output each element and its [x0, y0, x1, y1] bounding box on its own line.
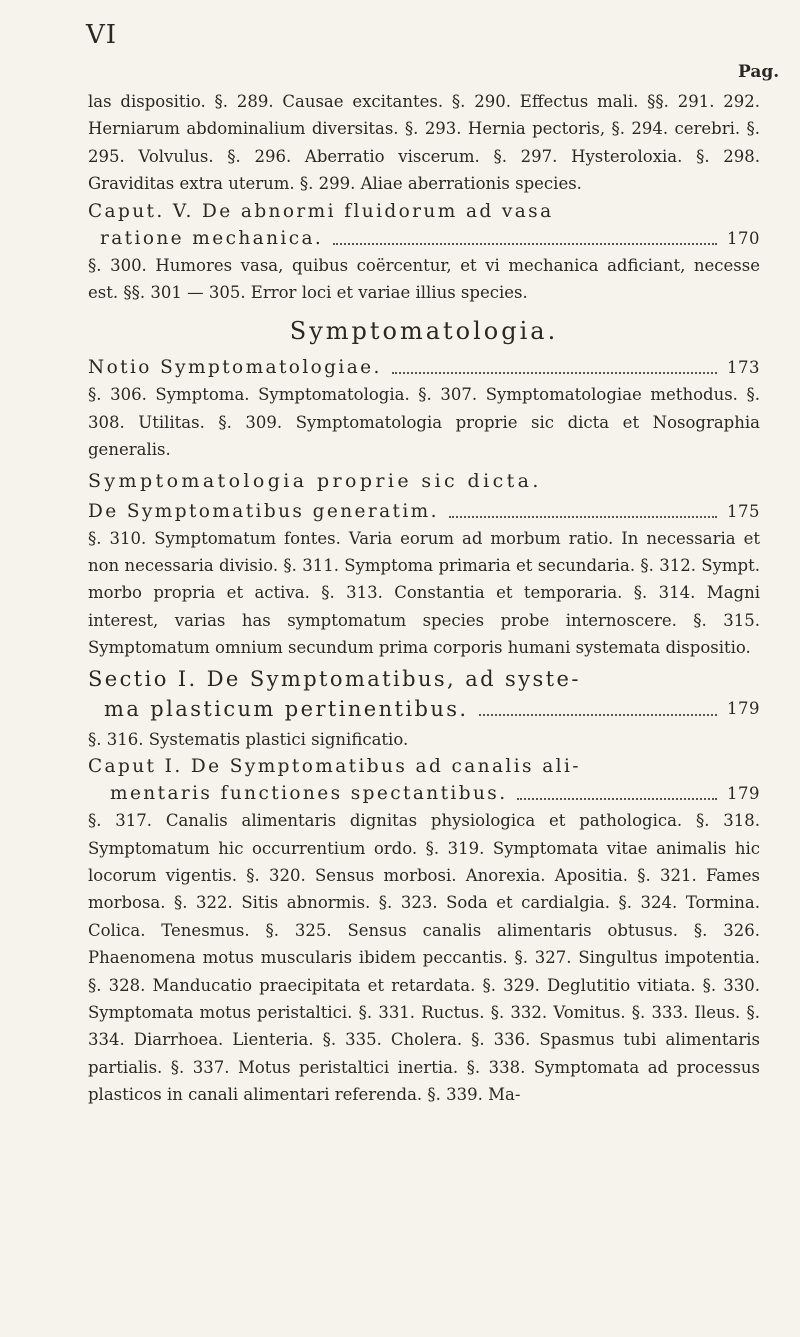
toc-heading-caput-v: [88, 198, 760, 252]
toc-paragraph-humores: §. 300. Humores vasa, quibus coërcentur, et vi mechanica adficiant, necesse est. §§. 301 — 305. Error loci et variae illius species.: [88, 255, 760, 303]
sectio-i-title-line2: ma plasticum pertinentibus.: [104, 696, 469, 721]
toc-paragraph-fontes: §. 310. Symptomatum fontes. Varia eorum ad morbum ratio. In necessaria et non necessaria divisio. §. 311. Symptoma primaria et secundaria. §. 312. Sympt. morbo propria et activa. §. 313. Constantia et temporaria. §. 314. Magni interest, varias has symptomatum species probe internoscere. §. 315. Symptomatum omnium secundum prima corporis humani systemata dispositio.: [88, 528, 760, 658]
toc-heading-sectio-i: [88, 664, 760, 724]
dot-leader: [392, 372, 717, 374]
toc-paragraph-canalis: §. 317. Canalis alimentaris dignitas physiologica et pathologica. §. 318. Symptomatum hic occurrentium ordo. §. 319. Symptomata vitae animalis hic locorum vigentis. §. 320. Sensus morbosi. Anorexia. Apositia. §. 321. Fames morbosa. §. 322. Sitis abnormis. §. 323. Soda et cardialgia. §. 324. Tormina. Colica. Tenesmus. §. 325. Sensus canalis alimentaris obtusus. §. 326. Phaenomena motus muscularis ibidem peccantis. §. 327. Singultus impotentia. §. 328. Manducatio praecipitata et retardata. §. 329. Deglutitio vitiata. §. 330. Symptomata motus peristaltici. §. 331. Ructus. §. 332. Vomitus. §. 333. Ileus. §. 334. Diarrhoea. Lienteria. §. 335. Cholera. §. 336. Spasmus tubi alimentaris partialis. §. 337. Motus peristaltici inertia. §. 338. Symptomata ad processus plasticos in canali alimentari referenda. §. 339. Ma-: [88, 811, 760, 1105]
page-folio: VI: [86, 20, 118, 50]
page-column-label: Pag.: [738, 62, 780, 82]
de-symptomatibus-title: De Symptomatibus generatim.: [88, 500, 439, 522]
sectio-i-title-line1: Sectio I. De Symptomatibus, ad syste-: [88, 666, 581, 691]
caput-v-title-line2: ratione mechanica.: [100, 227, 324, 249]
toc-heading-caput-i: [88, 753, 760, 807]
toc-heading-notio: [88, 354, 760, 381]
caput-v-page-number: 170: [727, 228, 760, 248]
caput-i-title-line2: mentaris functiones spectantibus.: [110, 783, 508, 805]
de-symptomatibus-page-number: 175: [727, 501, 760, 521]
toc-paragraph-systematis: §. 316. Systematis plastici significatio.: [88, 729, 409, 749]
notio-title: Notio Symptomatologiae.: [88, 357, 382, 379]
dot-leader: [517, 798, 717, 800]
table-of-contents: [88, 88, 760, 1109]
dot-leader: [479, 714, 717, 716]
caput-v-title-line1: Caput. V. De abnormi fluidorum ad vasa: [88, 200, 554, 222]
section-title-symptomatologia: Symptomatologia.: [289, 317, 559, 346]
toc-heading-de-symptomatibus: [88, 498, 760, 525]
dot-leader: [449, 516, 717, 518]
toc-paragraph-hernia: las dispositio. §. 289. Causae excitantes. §. 290. Effectus mali. §§. 291. 292. Herniarum abdominalium diversitas. §. 293. Hernia pectoris, §. 294. cerebri. §. 295. Volvulus. §. 296. Aberratio viscerum. §. 297. Hysteroloxia. §. 298. Graviditas extra uterum. §. 299. Aliae aberrationis species.: [88, 92, 760, 194]
caput-i-page-number: 179: [727, 784, 760, 804]
toc-paragraph-symptoma: §. 306. Symptoma. Symptomatologia. §. 307. Symptomatologiae methodus. §. 308. Utilitas. §. 309. Symptomatologia proprie sic dicta et Nosographia generalis.: [88, 385, 760, 460]
notio-page-number: 173: [727, 358, 760, 378]
caput-i-title-line1: Caput I. De Symptomatibus ad canalis ali-: [88, 756, 581, 778]
dot-leader: [333, 243, 717, 245]
sectio-i-page-number: 179: [727, 698, 760, 718]
subtitle-proprie-sic-dicta: Symptomatologia proprie sic dicta.: [88, 469, 542, 492]
